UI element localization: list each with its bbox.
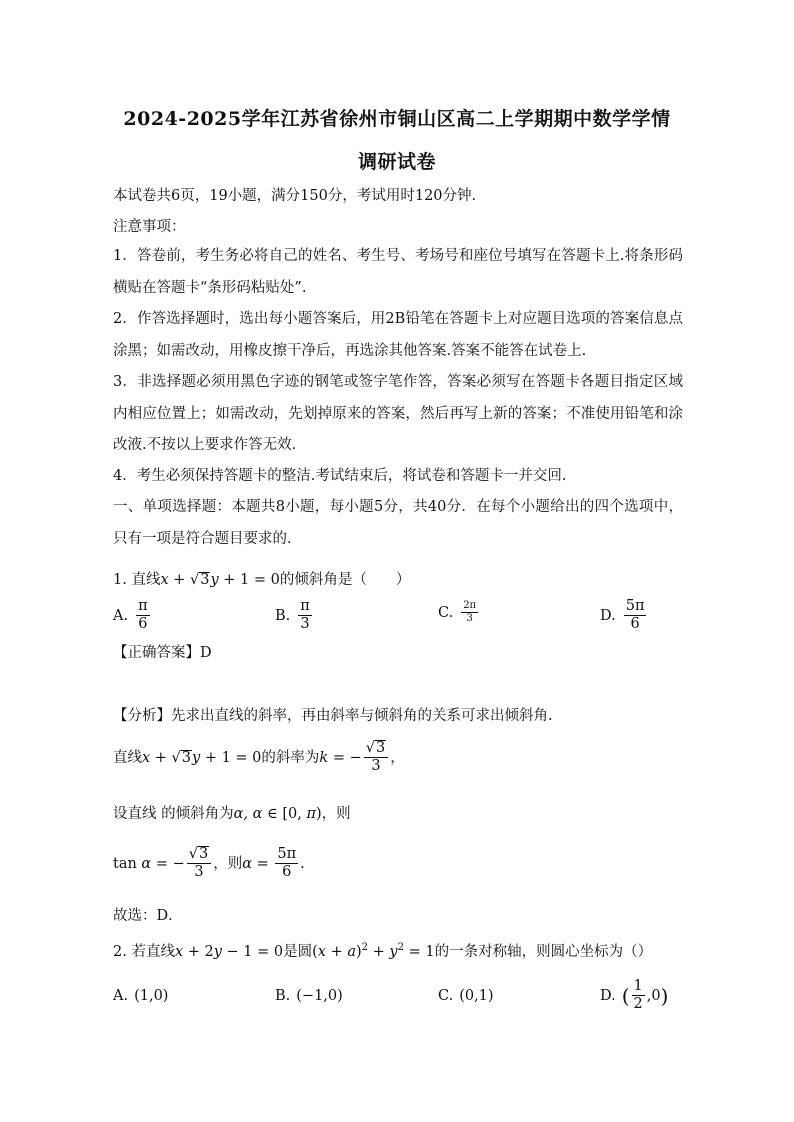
section-1-heading: 一、单项选择题：本题共8小题，每小题5分，共40分．在每个小题给出的四个选项中，只有一项是符合题目要求的． (113, 499, 683, 547)
paper-title-line-1: 2024-2025学年江苏省徐州市铜山区高二上学期期中数学学情 (123, 108, 671, 130)
notice-item-3: 3．非选择题必须用黑色字迹的钢笔或签字笔作答，答案必须写在答题卡各题目指定区域内相应位置上；如需改动，先划掉原来的答案，然后再写上新的答案；不准使用铅笔和涂改液.不按以上要求作答无效. (113, 374, 683, 453)
q1-option-c[interactable]: C. $\frac{2\pi}{3}$ (438, 600, 477, 624)
notice-item-2: 2．作答选择题时，选出每小题答案后，用2B铅笔在答题卡上对应题目选项的答案信息点涂黑；如需改动，用橡皮擦干净后，再选涂其他答案.答案不能答在试卷上. (113, 311, 683, 359)
q1-solution-step-3: tan α = − $\frac{√3}{3}$ ，则α = $\frac{5\pi}{6}$ . (113, 846, 305, 881)
q1-solution-step-1: 直线x + √3y + 1 = 0的斜率为k = − $\frac{√3}{3}$ ， (113, 740, 405, 775)
q2-option-d[interactable]: D. ( $\frac{1}{2}$ ,0) (600, 978, 669, 1013)
notice-heading: 注意事项： (113, 219, 186, 235)
q1-answer: 【正确答案】D (113, 645, 212, 661)
q1-option-d[interactable]: D. $\frac{5\pi}{6}$ (600, 598, 645, 633)
notice-item-1: 1．答卷前，考生务必将自己的姓名、考生号、考场号和座位号填写在答题卡上.将条形码横贴在答题卡“条形码粘贴处”. (113, 248, 683, 296)
q1-option-a[interactable]: A. $\frac{\pi}{6}$ (113, 598, 148, 633)
q1-solution-step-2: 设直线 的倾斜角为α, α ∈ [0, π)，则 (113, 806, 351, 822)
q2-option-b[interactable]: B. (−1,0) (275, 988, 343, 1004)
intro-text: 本试卷共6页，19小题，满分150分，考试用时120分钟. (113, 188, 477, 204)
q1-choose: 故选：D． (113, 908, 183, 924)
q2-option-c[interactable]: C. (0,1) (438, 988, 494, 1004)
q1-option-b[interactable]: B. $\frac{\pi}{3}$ (275, 598, 310, 633)
question-1-prefix: 1. 直线 (113, 572, 161, 588)
question-1 (113, 568, 410, 589)
question-1-suffix: 的倾斜角是（ ） (279, 572, 411, 588)
q1-analysis: 【分析】先求出直线的斜率，再由斜率与倾斜角的关系可求出倾斜角. (113, 708, 553, 724)
question-2: 2. 若直线x + 2y − 1 = 0是圆$(x + a)^2 + y^2 = 1$的一条对称轴，则圆心坐标为（） (113, 942, 653, 960)
q2-option-a[interactable]: A. (1,0) (113, 988, 169, 1004)
notice-item-4: 4．考生必须保持答题卡的整洁.考试结束后，将试卷和答题卡一并交回. (113, 468, 567, 484)
paper-title-line-2: 调研试卷 (357, 151, 436, 173)
question-1-equation: x + √3y + 1 = 0 (160, 572, 280, 588)
